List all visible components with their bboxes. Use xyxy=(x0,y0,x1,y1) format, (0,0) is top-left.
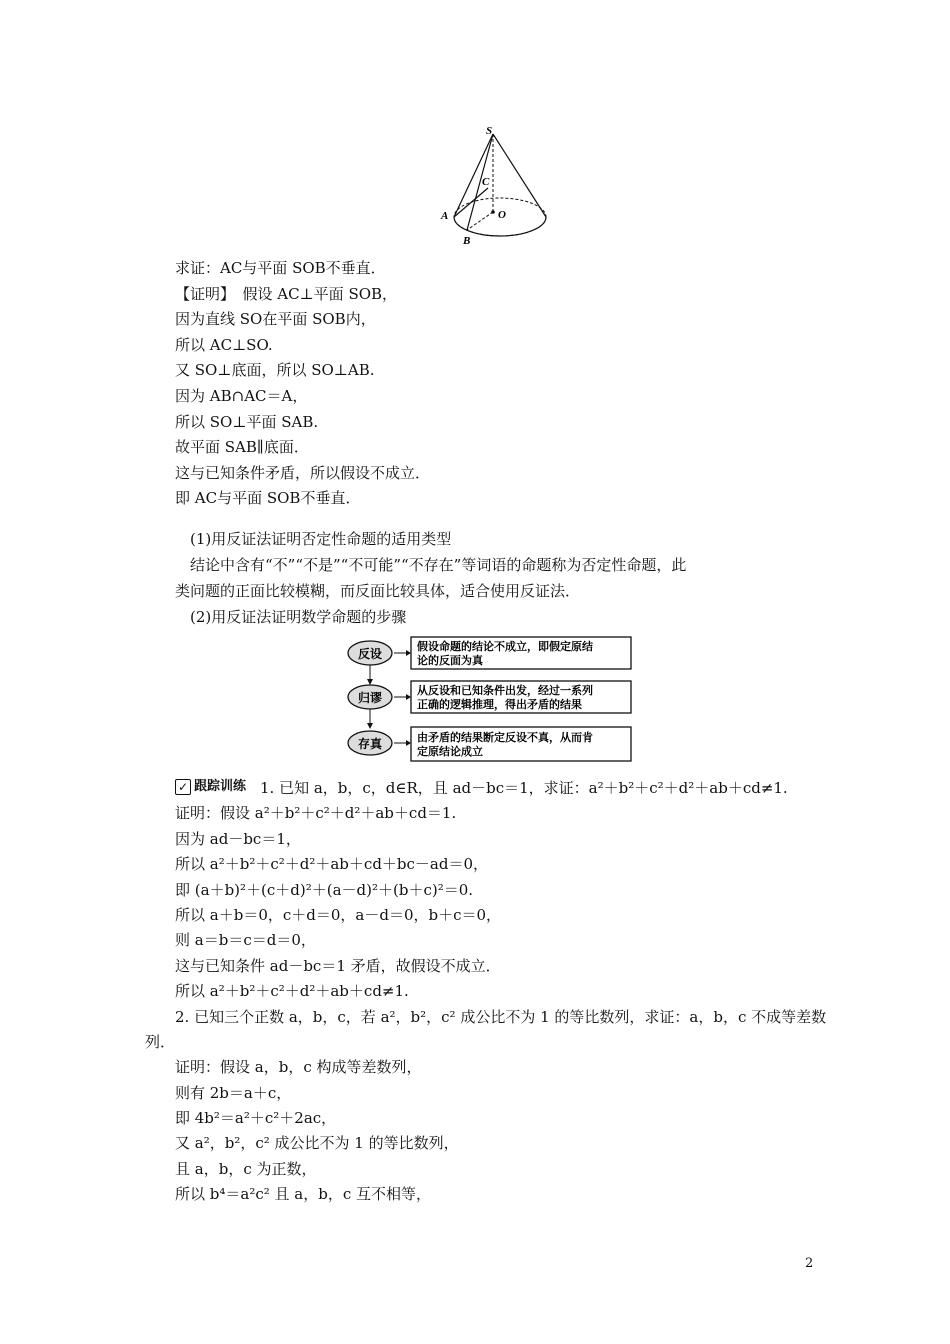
proof-line: 即 AC与平面 SOB不垂直． xyxy=(175,489,361,508)
proof-line: 又 SO⊥底面，所以 SO⊥AB. xyxy=(175,361,375,380)
q1-proof-line: 则 a＝b＝c＝d＝0， xyxy=(175,931,316,950)
cone-figure xyxy=(438,122,548,250)
flow-step-text: 从反设和已知条件出发，经过一系列 xyxy=(417,684,593,697)
page-number: 2 xyxy=(805,1256,814,1271)
practice-badge-label: 跟踪训练 xyxy=(194,779,247,795)
practice-q1-line xyxy=(175,776,815,801)
q1-proof-line: 即 (a＋b)²＋(c＋d)²＋(a－d)²＋(b＋c)²＝0. xyxy=(175,880,474,899)
flow-step-1 xyxy=(348,637,631,669)
q2-proof-line: 证明：假设 a，b，c 构成等差数列， xyxy=(175,1058,422,1077)
note-heading-2: (2)用反证法证明数学命题的步骤 xyxy=(190,608,407,626)
proof-line: 因为 AB∩AC＝A， xyxy=(175,386,308,405)
label-c: C xyxy=(482,176,490,188)
proof-line: 所以 AC⊥SO. xyxy=(175,335,273,354)
note-paragraph-line: 结论中含有“不”“不是”“不可能”“不存在”等词语的命题称为否定性命题，此 xyxy=(190,556,687,574)
flow-step-text: 正确的逻辑推理，得出矛盾的结果 xyxy=(417,698,582,711)
practice-badge xyxy=(175,774,246,799)
q2-proof-line: 即 4b²＝a²＋c²＋2ac， xyxy=(175,1109,337,1128)
proof-block xyxy=(175,256,815,512)
proof-steps-flowchart xyxy=(344,636,634,764)
practice-q1: 1. 已知 a，b，c，d∈R，且 ad－bc＝1，求证：a²＋b²＋c²＋d²＋ab＋cd≠1. xyxy=(260,779,788,797)
label-a: A xyxy=(441,210,449,222)
checkmark-icon: ✓ xyxy=(175,779,191,795)
edge-ac xyxy=(454,188,488,217)
flow-step-2 xyxy=(348,681,631,713)
q1-proof-line: 所以 a²＋b²＋c²＋d²＋ab＋cd＋bc－ad＝0， xyxy=(175,855,489,874)
practice-block xyxy=(145,776,827,1208)
notes-block xyxy=(175,526,815,630)
cone-side-right xyxy=(493,134,546,217)
q2-proof-line: 所以 b⁴＝a²c² 且 a，b，c 互不相等， xyxy=(175,1185,432,1204)
q1-proof-line: 所以 a²＋b²＋c²＋d²＋ab＋cd≠1. xyxy=(175,982,409,1001)
label-b: B xyxy=(463,235,471,247)
flow-step-3 xyxy=(348,727,631,761)
proof-line: 【证明】 假设 AC⊥平面 SOB， xyxy=(175,284,398,303)
practice-q2: 2. 已知三个正数 a，b，c，若 a²，b²，c² 成公比不为 1 的等比数列，求证：a，b，c 不成等差数 xyxy=(175,1007,827,1026)
note-heading-1: (1)用反证法证明否定性命题的适用类型 xyxy=(190,530,452,548)
proof-line: 所以 SO⊥平面 SAB. xyxy=(175,412,319,431)
label-s: S xyxy=(486,125,493,137)
flow-step-text: 由矛盾的结果断定反设不真，从而肯 xyxy=(417,731,593,744)
q2-proof-line: 则有 2b＝a＋c， xyxy=(175,1083,292,1102)
point-o xyxy=(491,210,495,214)
q2-proof-line: 又 a²，b²，c² 成公比不为 1 的等比数列， xyxy=(175,1134,459,1153)
flow-step-label: 存真 xyxy=(357,737,383,751)
flow-step-label: 归谬 xyxy=(357,691,383,705)
q1-proof-line: 所以 a＋b＝0，c＋d＝0，a－d＝0，b＋c＝0， xyxy=(175,905,502,924)
proof-line: 这与已知条件矛盾，所以假设不成立． xyxy=(175,463,431,482)
flow-step-label: 反设 xyxy=(357,647,383,661)
q2-proof-line: 且 a，b，c 为正数， xyxy=(175,1159,317,1178)
proof-line: 因为直线 SO在平面 SOB内， xyxy=(175,310,376,329)
note-paragraph-line: 类问题的正面比较模糊，而反面比较具体，适合使用反证法． xyxy=(175,582,581,600)
q1-proof-line: 证明：假设 a²＋b²＋c²＋d²＋ab＋cd＝1. xyxy=(175,804,457,823)
flow-step-text: 论的反面为真 xyxy=(417,654,483,667)
flow-step-text: 定原结论成立 xyxy=(417,745,483,758)
flow-step-text: 假设命题的结论不成立，即假定原结 xyxy=(417,640,593,653)
proof-line: 故平面 SAB∥底面． xyxy=(175,438,309,457)
proof-line: 求证：AC与平面 SOB不垂直． xyxy=(175,259,386,277)
practice-q2-cont: 列． xyxy=(145,1032,176,1051)
label-o: O xyxy=(498,209,506,221)
q1-proof-line: 这与已知条件 ad－bc＝1 矛盾，故假设不成立． xyxy=(175,956,501,975)
q1-proof-line: 因为 ad－bc＝1， xyxy=(175,829,301,848)
